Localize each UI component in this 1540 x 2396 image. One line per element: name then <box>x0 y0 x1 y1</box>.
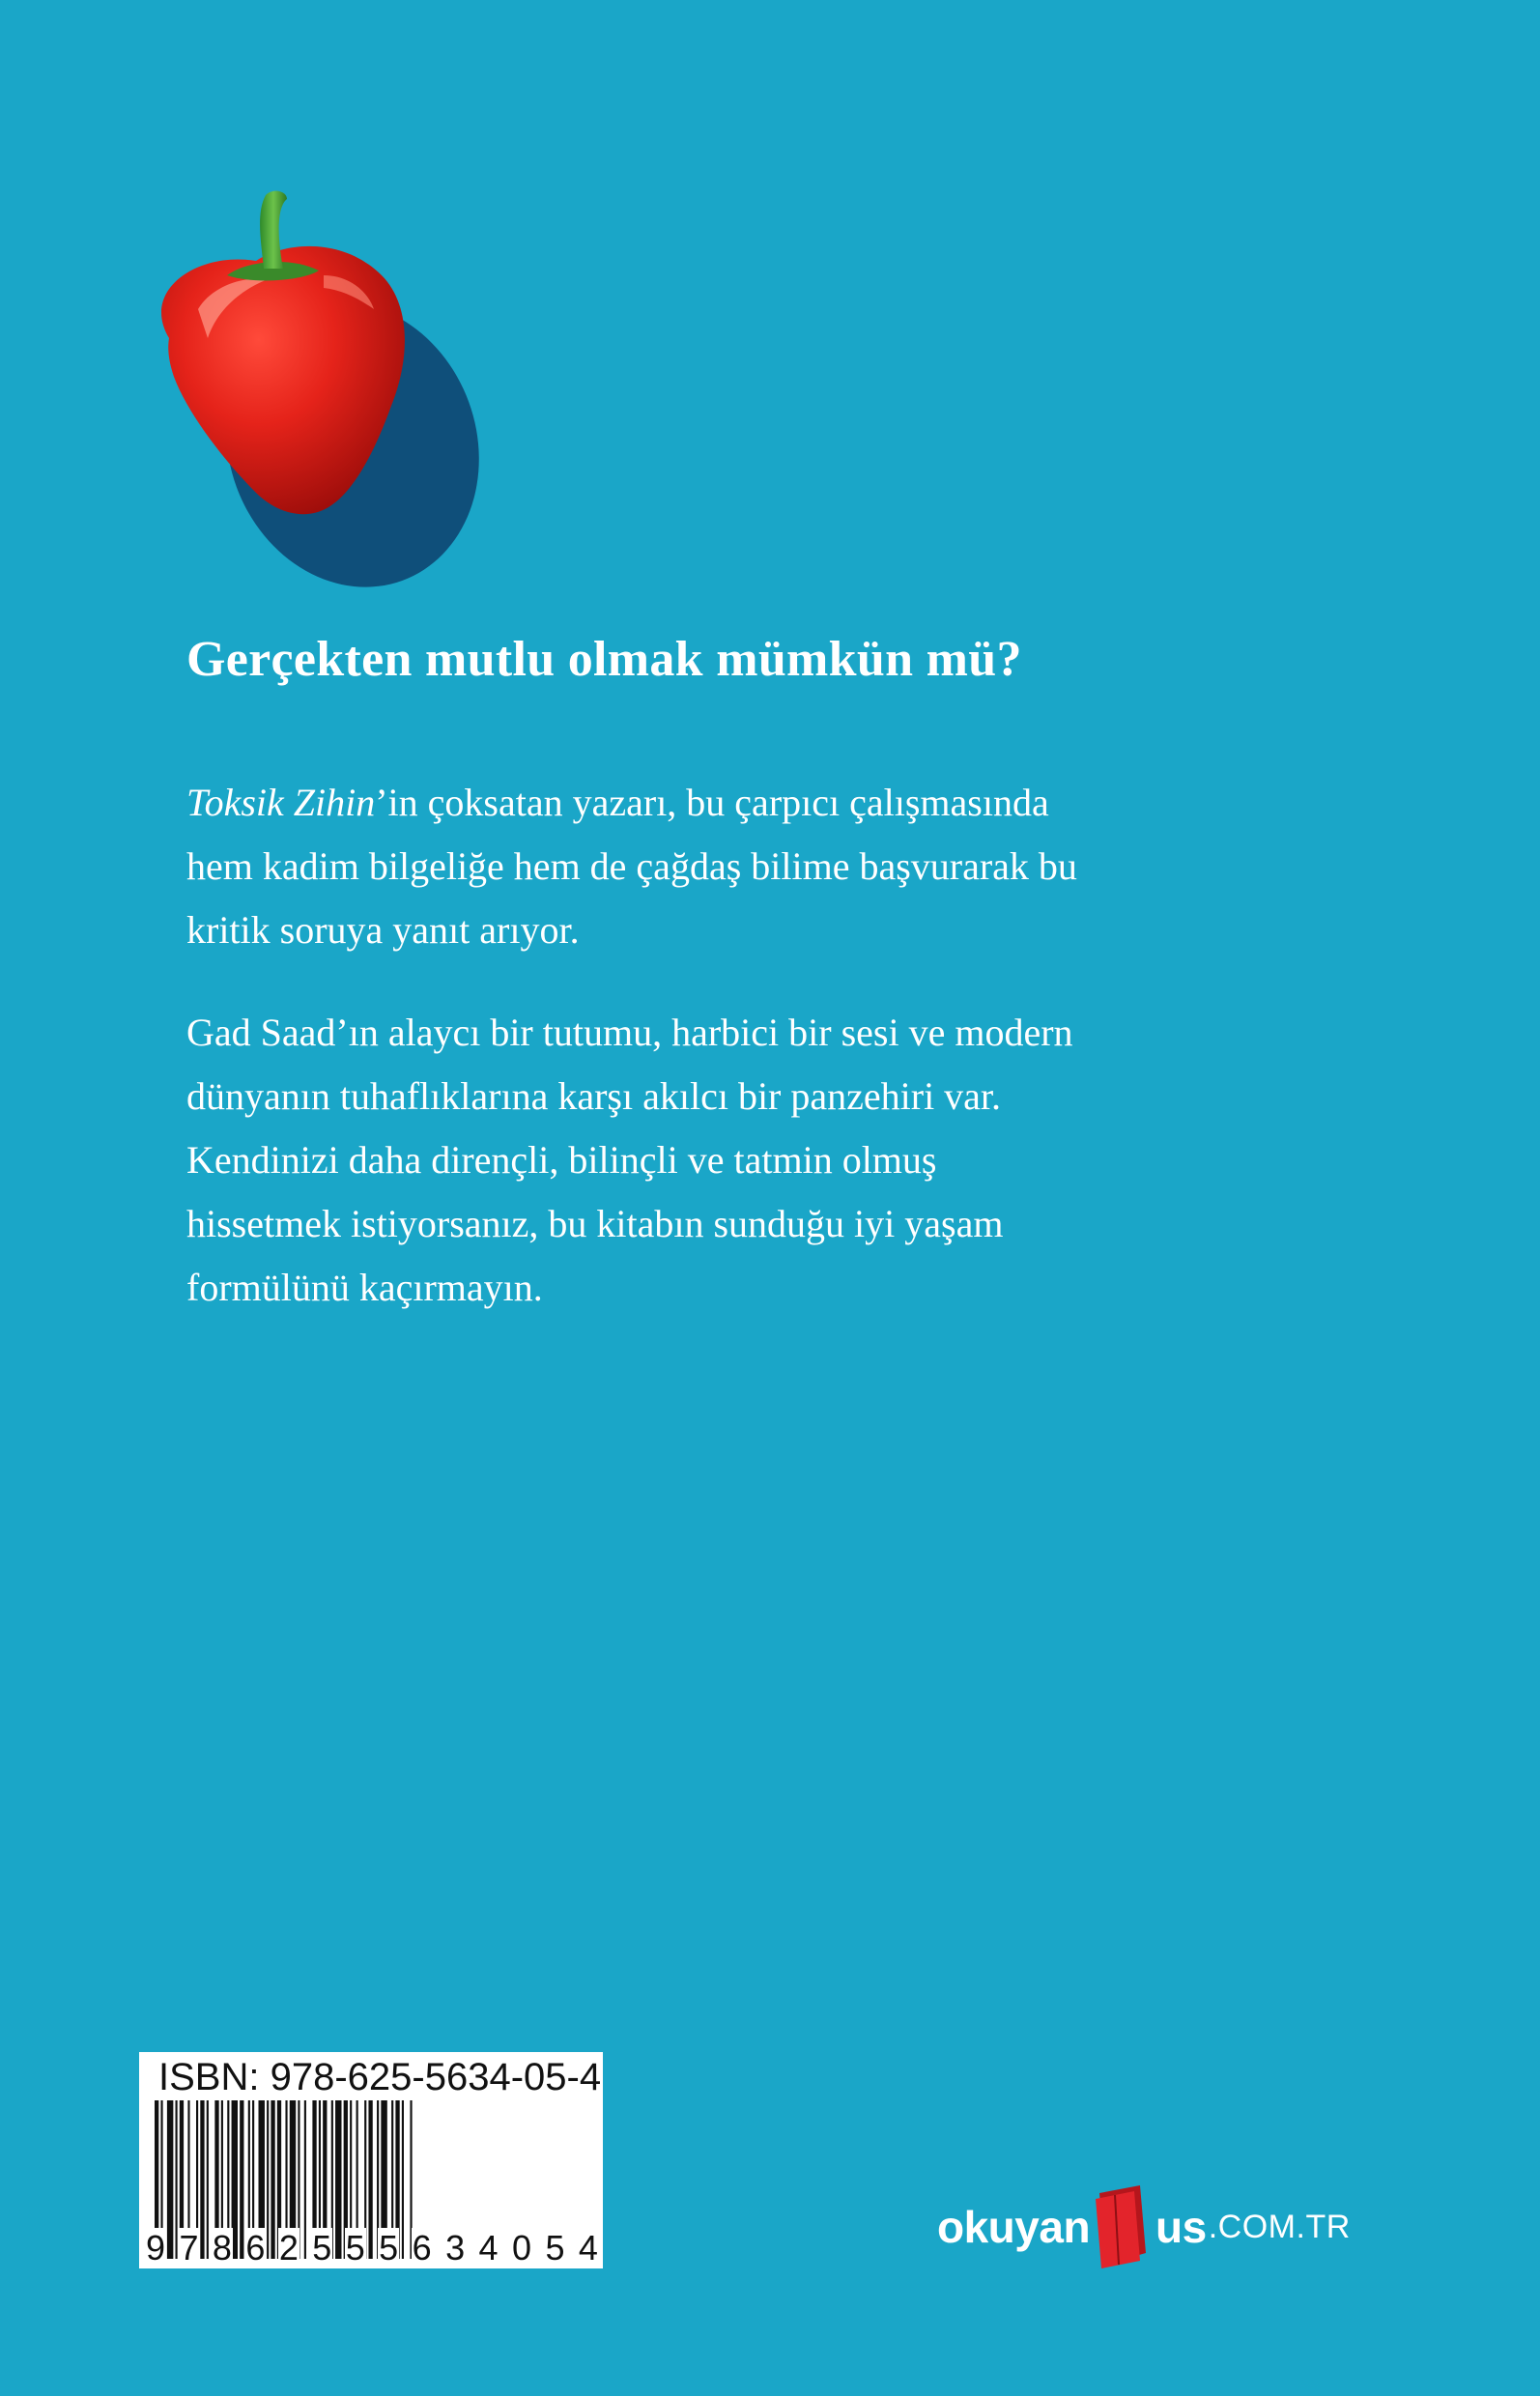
isbn-barcode-box <box>139 2052 603 2268</box>
barcode-digit: 5 <box>345 2228 365 2268</box>
blurb-paragraph-1-line-2: hem kadim bilgeliğe hem de çağdaş bilime başvurarak bu <box>186 844 1077 888</box>
red-pepper-icon <box>121 184 498 599</box>
book-title-reference: Toksik Zihin <box>186 781 376 824</box>
barcode-digit: 3 <box>445 2228 466 2268</box>
barcode-digit: 5 <box>312 2228 332 2268</box>
blurb-paragraph-2-line-1: Gad Saad’ın alaycı bir tutumu, harbici bir sesi ve modern <box>186 1011 1073 1054</box>
blurb-paragraph-2-line-4: hissetmek istiyorsanız, bu kitabın sunduğu iyi yaşam <box>186 1202 1004 1245</box>
barcode-digit: 8 <box>212 2228 232 2268</box>
barcode-digit: 4 <box>578 2228 598 2268</box>
blurb-paragraph-1-line-1 <box>186 771 1336 835</box>
barcode-digit: 9 <box>146 2228 166 2268</box>
barcode-digit: 5 <box>379 2228 399 2268</box>
barcode-digit: 4 <box>478 2228 499 2268</box>
barcode-digit: 2 <box>278 2228 299 2268</box>
red-pepper-illustration <box>121 184 498 599</box>
barcode-digit: 7 <box>179 2228 199 2268</box>
blurb-headline: Gerçekten mutlu olmak mümkün mü? <box>186 632 1022 687</box>
blurb-paragraph-1 <box>186 771 1336 962</box>
publisher-name-part-2: us <box>1155 2202 1207 2252</box>
blurb-paragraph-2-line-2: dünyanın tuhaflıklarına karşı akılcı bir panzehiri var. <box>186 1074 1002 1118</box>
publisher-logo <box>937 2183 1351 2270</box>
blurb-paragraph-2-line-3: Kendinizi daha dirençli, bilinçli ve tatmin olmuş <box>186 1138 937 1182</box>
barcode-digit: 0 <box>511 2228 532 2268</box>
blurb-paragraph-2 <box>186 1001 1336 1320</box>
publisher-name-part-1: okuyan <box>937 2202 1091 2252</box>
blurb-paragraph-2-line-5: formülünü kaçırmayın. <box>186 1266 543 1309</box>
barcode-digit: 6 <box>412 2228 432 2268</box>
red-book-icon <box>1092 2185 1154 2268</box>
barcode-digit: 6 <box>245 2228 266 2268</box>
blurb-paragraph-1-line-3: kritik soruya yanıt arıyor. <box>186 908 580 952</box>
back-cover-blurb <box>186 626 1336 1320</box>
barcode-digit: 5 <box>545 2228 565 2268</box>
blurb-paragraph-1-line-1-rest: ’in çoksatan yazarı, bu çarpıcı çalışmasında <box>375 781 1049 824</box>
publisher-domain: .COM.TR <box>1208 2208 1351 2245</box>
barcode-digits <box>145 2228 599 2268</box>
isbn-label: ISBN: 978-625-5634-05-4 <box>158 2056 602 2098</box>
